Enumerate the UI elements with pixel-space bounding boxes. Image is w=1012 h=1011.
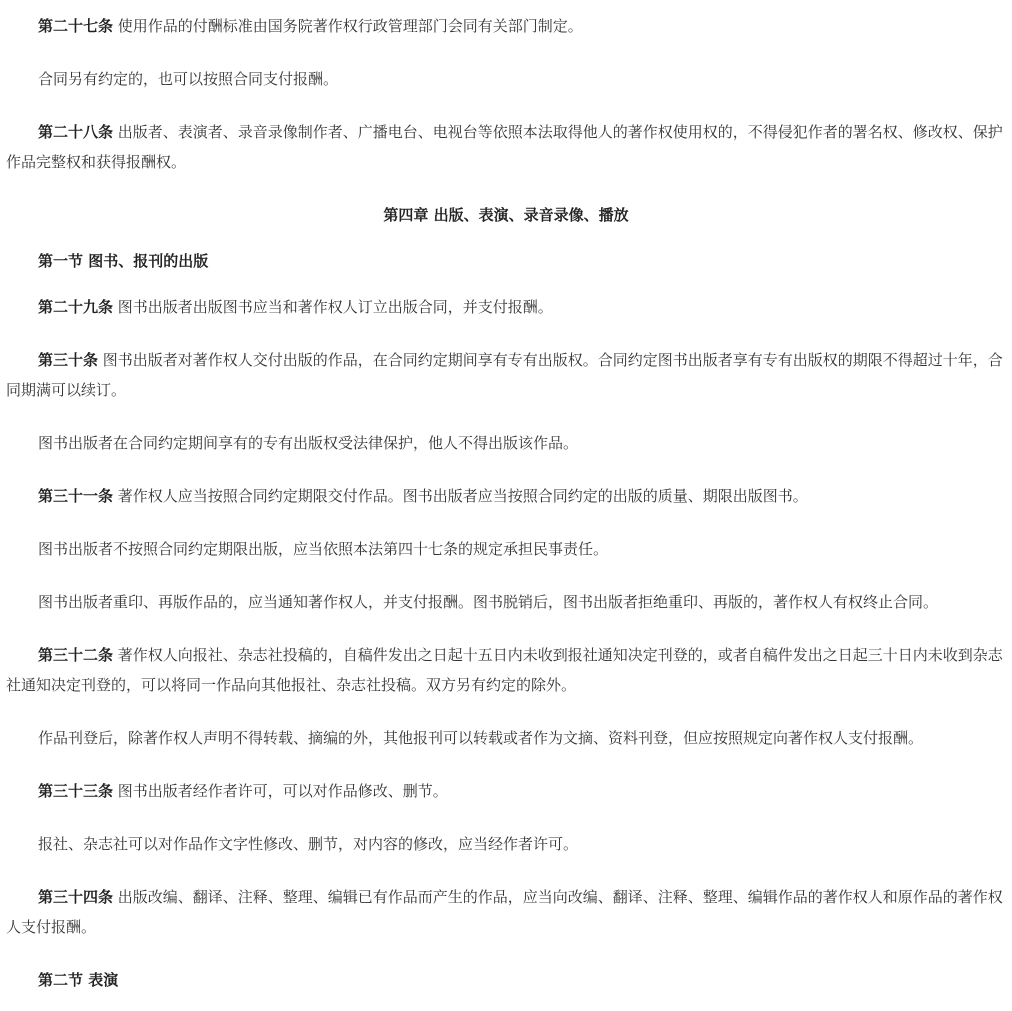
law-document xyxy=(6,11,1006,1011)
article-number: 第三十条 xyxy=(38,351,99,369)
article-31 xyxy=(6,481,1006,511)
article-28 xyxy=(6,117,1006,177)
article-30 xyxy=(6,345,1006,405)
paragraph: 图书出版者重印、再版作品的，应当通知著作权人，并支付报酬。图书脱销后，图书出版者拒绝重印、再版的，著作权人有权终止合同。 xyxy=(38,593,939,611)
paragraph: 图书出版者不按照合同约定期限出版，应当依照本法第四十七条的规定承担民事责任。 xyxy=(38,540,609,558)
article-number: 第二十八条 xyxy=(38,123,114,141)
article-34 xyxy=(6,882,1006,942)
article-number: 第三十三条 xyxy=(38,782,114,800)
article-27 xyxy=(6,11,1006,41)
paragraph: 作品刊登后，除著作权人声明不得转载、摘编的外，其他报刊可以转载或者作为文摘、资料刊登，但应按照规定向著作权人支付报酬。 xyxy=(38,729,924,747)
article-text: 图书出版者出版图书应当和著作权人订立出版合同，并支付报酬。 xyxy=(113,298,553,316)
article-33 xyxy=(6,776,1006,806)
paragraph: 报社、杂志社可以对作品作文字性修改、删节，对内容的修改，应当经作者许可。 xyxy=(38,835,579,853)
article-number: 第三十二条 xyxy=(38,646,114,664)
section-heading: 第二节 表演 xyxy=(38,971,119,989)
article-number: 第三十一条 xyxy=(38,487,114,505)
article-text: 著作权人应当按照合同约定期限交付作品。图书出版者应当按照合同约定的出版的质量、期限出版图书。 xyxy=(113,487,808,505)
article-number: 第三十四条 xyxy=(38,888,114,906)
article-text: 图书出版者对著作权人交付出版的作品，在合同约定期间享有专有出版权。合同约定图书出版者享有专有出版权的期限不得超过十年，合同期满可以续订。 xyxy=(6,351,1003,399)
article-32 xyxy=(6,640,1006,700)
paragraph: 图书出版者在合同约定期间享有的专有出版权受法律保护，他人不得出版该作品。 xyxy=(38,434,579,452)
article-number: 第二十七条 xyxy=(38,17,114,35)
article-29 xyxy=(6,292,1006,322)
article-text: 著作权人向报社、杂志社投稿的，自稿件发出之日起十五日内未收到报社通知决定刊登的，或者自稿件发出之日起三十日内未收到杂志社通知决定刊登的，可以将同一作品向其他报社、杂志社投稿。双方另有约定的除外。 xyxy=(6,646,1003,694)
article-text: 使用作品的付酬标准由国务院著作权行政管理部门会同有关部门制定。 xyxy=(113,17,583,35)
article-text: 出版改编、翻译、注释、整理、编辑已有作品而产生的作品，应当向改编、翻译、注释、整理、编辑作品的著作权人和原作品的著作权人支付报酬。 xyxy=(6,888,1003,936)
chapter-heading: 第四章 出版、表演、录音录像、播放 xyxy=(383,206,629,224)
paragraph: 合同另有约定的，也可以按照合同支付报酬。 xyxy=(38,70,339,88)
article-text: 图书出版者经作者许可，可以对作品修改、删节。 xyxy=(113,782,448,800)
article-text: 出版者、表演者、录音录像制作者、广播电台、电视台等依照本法取得他人的著作权使用权的，不得侵犯作者的署名权、修改权、保护作品完整权和获得报酬权。 xyxy=(6,123,1003,171)
section-heading: 第一节 图书、报刊的出版 xyxy=(38,252,209,270)
article-number: 第二十九条 xyxy=(38,298,114,316)
